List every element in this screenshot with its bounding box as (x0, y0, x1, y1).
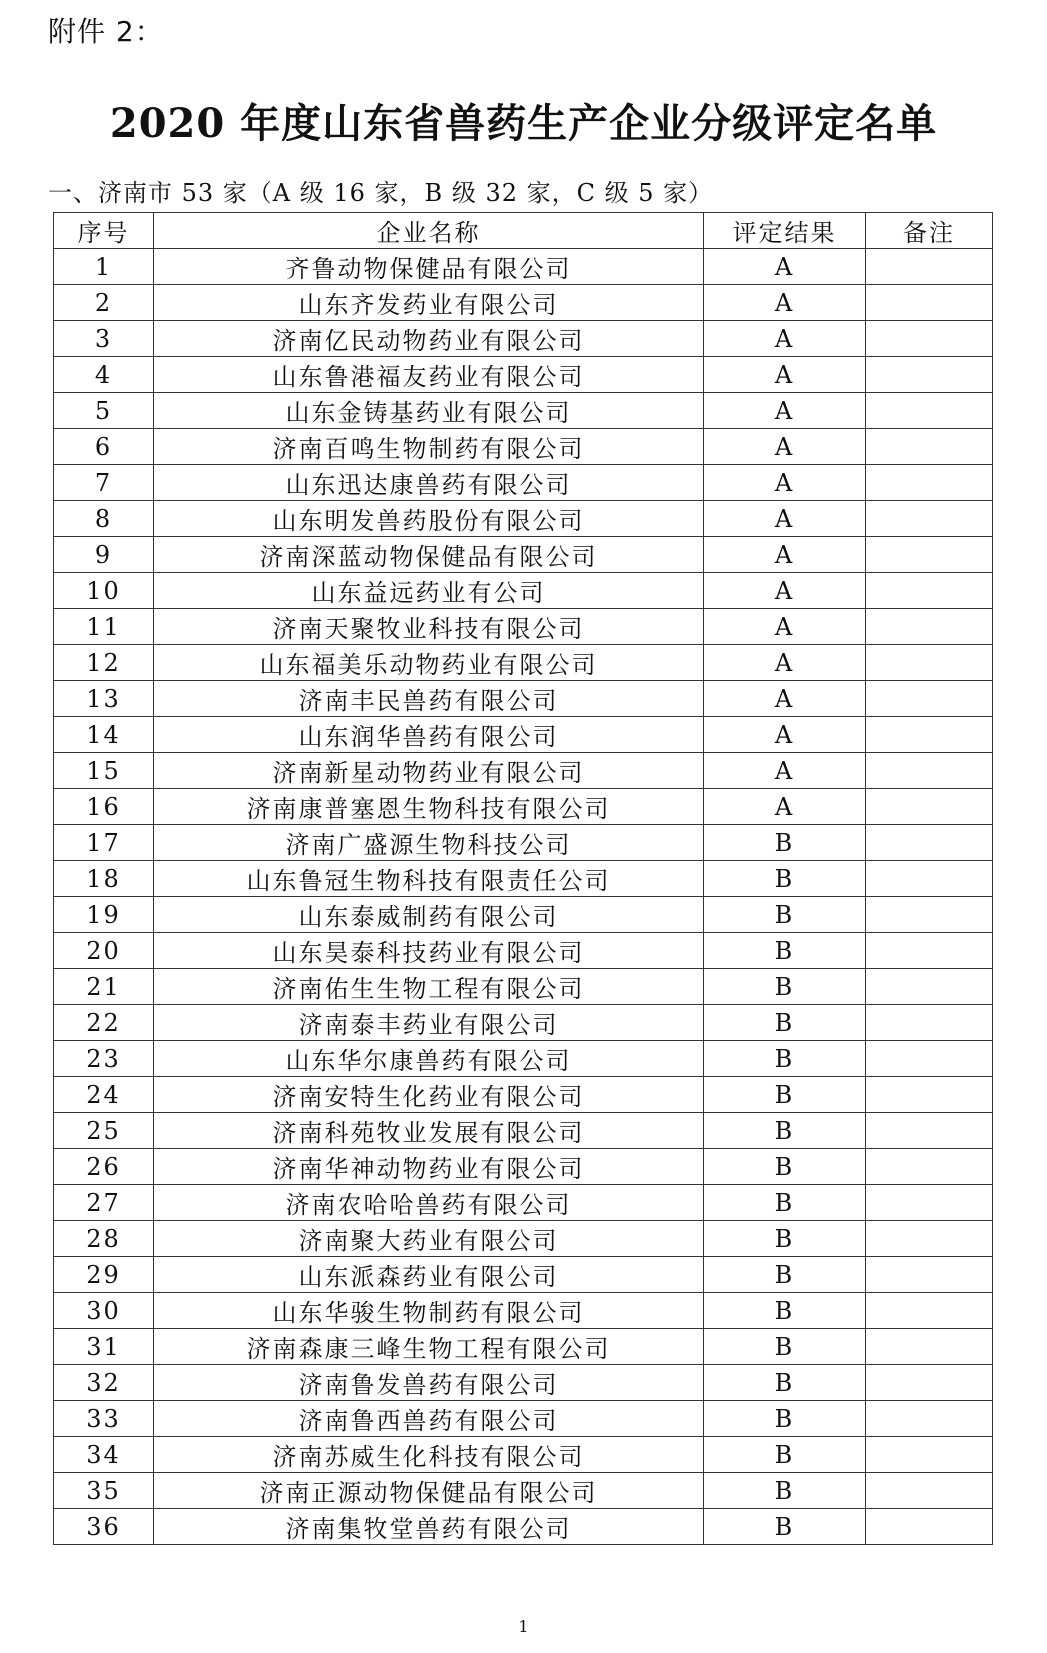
rating-result-cell: A (704, 753, 866, 789)
serial-number-cell: 23 (54, 1041, 154, 1077)
rating-result-cell: B (704, 1149, 866, 1185)
serial-number-cell: 21 (54, 969, 154, 1005)
rating-result-cell: A (704, 285, 866, 321)
table-row (54, 1437, 993, 1473)
table-row (54, 1401, 993, 1437)
table-row (54, 1365, 993, 1401)
remarks-cell (866, 1149, 993, 1185)
rating-result-cell: B (704, 1473, 866, 1509)
remarks-cell (866, 465, 993, 501)
rating-result-cell: A (704, 717, 866, 753)
rating-result-cell: B (704, 1257, 866, 1293)
rating-result-cell: A (704, 789, 866, 825)
enterprise-name-cell: 山东益远药业有公司 (154, 573, 704, 609)
rating-result-cell: A (704, 357, 866, 393)
rating-result-cell: B (704, 1329, 866, 1365)
rating-result-cell: B (704, 1437, 866, 1473)
serial-number-cell: 18 (54, 861, 154, 897)
rating-result-cell: A (704, 249, 866, 285)
enterprise-name-cell: 济南康普塞恩生物科技有限公司 (154, 789, 704, 825)
remarks-cell (866, 1113, 993, 1149)
table-row (54, 1041, 993, 1077)
serial-number-cell: 5 (54, 393, 154, 429)
remarks-cell (866, 393, 993, 429)
remarks-cell (866, 681, 993, 717)
serial-number-cell: 26 (54, 1149, 154, 1185)
serial-number-cell: 32 (54, 1365, 154, 1401)
enterprise-name-cell: 济南百鸣生物制药有限公司 (154, 429, 704, 465)
table-row (54, 1329, 993, 1365)
enterprise-name-cell: 济南集牧堂兽药有限公司 (154, 1509, 704, 1545)
remarks-cell (866, 1329, 993, 1365)
serial-number-cell: 25 (54, 1113, 154, 1149)
remarks-cell (866, 249, 993, 285)
rating-result-cell: A (704, 465, 866, 501)
serial-number-cell: 1 (54, 249, 154, 285)
serial-number-cell: 27 (54, 1185, 154, 1221)
header-remarks: 备注 (866, 213, 993, 249)
rating-result-cell: A (704, 321, 866, 357)
enterprise-name-cell: 济南农哈哈兽药有限公司 (154, 1185, 704, 1221)
rating-result-cell: B (704, 825, 866, 861)
header-enterprise-name: 企业名称 (154, 213, 704, 249)
remarks-cell (866, 1293, 993, 1329)
rating-result-cell: A (704, 573, 866, 609)
remarks-cell (866, 1257, 993, 1293)
table-row (54, 825, 993, 861)
table-row (54, 537, 993, 573)
section-heading: 一、济南市 53 家（A 级 16 家，B 级 32 家，C 级 5 家） (48, 179, 714, 207)
rating-result-cell: A (704, 537, 866, 573)
rating-result-cell: B (704, 1365, 866, 1401)
remarks-cell (866, 1221, 993, 1257)
rating-result-cell: A (704, 609, 866, 645)
serial-number-cell: 2 (54, 285, 154, 321)
remarks-cell (866, 825, 993, 861)
enterprise-name-cell: 山东鲁冠生物科技有限责任公司 (154, 861, 704, 897)
serial-number-cell: 31 (54, 1329, 154, 1365)
rating-result-cell: B (704, 1293, 866, 1329)
serial-number-cell: 12 (54, 645, 154, 681)
serial-number-cell: 20 (54, 933, 154, 969)
document-title: 2020 年度山东省兽药生产企业分级评定名单 (109, 100, 938, 147)
table-row (54, 933, 993, 969)
enterprise-name-cell: 济南安特生化药业有限公司 (154, 1077, 704, 1113)
serial-number-cell: 35 (54, 1473, 154, 1509)
serial-number-cell: 7 (54, 465, 154, 501)
remarks-cell (866, 501, 993, 537)
rating-result-cell: B (704, 1005, 866, 1041)
remarks-cell (866, 285, 993, 321)
serial-number-cell: 34 (54, 1437, 154, 1473)
remarks-cell (866, 1473, 993, 1509)
enterprise-name-cell: 济南森康三峰生物工程有限公司 (154, 1329, 704, 1365)
serial-number-cell: 33 (54, 1401, 154, 1437)
serial-number-cell: 6 (54, 429, 154, 465)
header-rating-result: 评定结果 (704, 213, 866, 249)
table-row (54, 501, 993, 537)
rating-result-cell: B (704, 1185, 866, 1221)
serial-number-cell: 17 (54, 825, 154, 861)
table-row (54, 1149, 993, 1185)
enterprise-table (53, 212, 993, 1545)
table-row (54, 897, 993, 933)
serial-number-cell: 16 (54, 789, 154, 825)
enterprise-name-cell: 济南聚大药业有限公司 (154, 1221, 704, 1257)
table-row (54, 285, 993, 321)
enterprise-name-cell: 济南深蓝动物保健品有限公司 (154, 537, 704, 573)
serial-number-cell: 29 (54, 1257, 154, 1293)
enterprise-name-cell: 山东泰威制药有限公司 (154, 897, 704, 933)
table-row (54, 1509, 993, 1545)
header-serial-number: 序号 (54, 213, 154, 249)
enterprise-name-cell: 济南鲁西兽药有限公司 (154, 1401, 704, 1437)
remarks-cell (866, 861, 993, 897)
enterprise-name-cell: 济南正源动物保健品有限公司 (154, 1473, 704, 1509)
table-row (54, 1005, 993, 1041)
table-row (54, 465, 993, 501)
enterprise-name-cell: 济南新星动物药业有限公司 (154, 753, 704, 789)
page-number: 1 (518, 1617, 529, 1636)
remarks-cell (866, 717, 993, 753)
table-row (54, 1185, 993, 1221)
rating-result-cell: A (704, 681, 866, 717)
remarks-cell (866, 357, 993, 393)
rating-result-cell: B (704, 1509, 866, 1545)
table-row (54, 681, 993, 717)
remarks-cell (866, 789, 993, 825)
remarks-cell (866, 753, 993, 789)
remarks-cell (866, 1509, 993, 1545)
table-row (54, 1113, 993, 1149)
rating-result-cell: A (704, 429, 866, 465)
enterprise-name-cell: 山东齐发药业有限公司 (154, 285, 704, 321)
serial-number-cell: 36 (54, 1509, 154, 1545)
table-row (54, 789, 993, 825)
table-row (54, 717, 993, 753)
remarks-cell (866, 933, 993, 969)
serial-number-cell: 10 (54, 573, 154, 609)
table-header-row (54, 213, 993, 249)
remarks-cell (866, 1365, 993, 1401)
enterprise-name-cell: 济南丰民兽药有限公司 (154, 681, 704, 717)
remarks-cell (866, 537, 993, 573)
enterprise-name-cell: 济南天聚牧业科技有限公司 (154, 609, 704, 645)
table-row (54, 321, 993, 357)
remarks-cell (866, 897, 993, 933)
rating-result-cell: B (704, 897, 866, 933)
remarks-cell (866, 1041, 993, 1077)
table-row (54, 1077, 993, 1113)
rating-result-cell: B (704, 1221, 866, 1257)
serial-number-cell: 30 (54, 1293, 154, 1329)
rating-result-cell: A (704, 645, 866, 681)
enterprise-name-cell: 济南亿民动物药业有限公司 (154, 321, 704, 357)
rating-result-cell: A (704, 501, 866, 537)
table-row (54, 645, 993, 681)
enterprise-name-cell: 山东华骏生物制药有限公司 (154, 1293, 704, 1329)
serial-number-cell: 24 (54, 1077, 154, 1113)
remarks-cell (866, 645, 993, 681)
enterprise-name-cell: 山东鲁港福友药业有限公司 (154, 357, 704, 393)
serial-number-cell: 14 (54, 717, 154, 753)
table-row (54, 969, 993, 1005)
enterprise-name-cell: 山东迅达康兽药有限公司 (154, 465, 704, 501)
enterprise-name-cell: 济南苏威生化科技有限公司 (154, 1437, 704, 1473)
table-row (54, 357, 993, 393)
remarks-cell (866, 969, 993, 1005)
remarks-cell (866, 1437, 993, 1473)
enterprise-name-cell: 山东昊泰科技药业有限公司 (154, 933, 704, 969)
enterprise-name-cell: 济南鲁发兽药有限公司 (154, 1365, 704, 1401)
remarks-cell (866, 429, 993, 465)
remarks-cell (866, 1077, 993, 1113)
remarks-cell (866, 573, 993, 609)
rating-result-cell: B (704, 1041, 866, 1077)
remarks-cell (866, 321, 993, 357)
table-row (54, 429, 993, 465)
table-row (54, 861, 993, 897)
serial-number-cell: 28 (54, 1221, 154, 1257)
remarks-cell (866, 1401, 993, 1437)
table-row (54, 1257, 993, 1293)
serial-number-cell: 13 (54, 681, 154, 717)
rating-result-cell: B (704, 933, 866, 969)
table-row (54, 1473, 993, 1509)
enterprise-name-cell: 山东派森药业有限公司 (154, 1257, 704, 1293)
enterprise-name-cell: 山东润华兽药有限公司 (154, 717, 704, 753)
attachment-label: 附件 2： (48, 15, 164, 48)
remarks-cell (866, 1185, 993, 1221)
serial-number-cell: 22 (54, 1005, 154, 1041)
serial-number-cell: 9 (54, 537, 154, 573)
serial-number-cell: 15 (54, 753, 154, 789)
enterprise-name-cell: 济南佑生生物工程有限公司 (154, 969, 704, 1005)
enterprise-name-cell: 济南科苑牧业发展有限公司 (154, 1113, 704, 1149)
table-row (54, 1293, 993, 1329)
table-row (54, 249, 993, 285)
table-row (54, 609, 993, 645)
rating-result-cell: B (704, 1113, 866, 1149)
serial-number-cell: 3 (54, 321, 154, 357)
rating-result-cell: B (704, 969, 866, 1005)
rating-result-cell: B (704, 1401, 866, 1437)
enterprise-name-cell: 齐鲁动物保健品有限公司 (154, 249, 704, 285)
serial-number-cell: 19 (54, 897, 154, 933)
table-row (54, 753, 993, 789)
rating-result-cell: B (704, 861, 866, 897)
table-body (54, 249, 993, 1545)
remarks-cell (866, 1005, 993, 1041)
enterprise-name-cell: 济南泰丰药业有限公司 (154, 1005, 704, 1041)
enterprise-name-cell: 山东福美乐动物药业有限公司 (154, 645, 704, 681)
table-row (54, 1221, 993, 1257)
serial-number-cell: 11 (54, 609, 154, 645)
rating-result-cell: B (704, 1077, 866, 1113)
serial-number-cell: 8 (54, 501, 154, 537)
table-row (54, 393, 993, 429)
table-row (54, 573, 993, 609)
enterprise-name-cell: 山东明发兽药股份有限公司 (154, 501, 704, 537)
rating-result-cell: A (704, 393, 866, 429)
enterprise-name-cell: 济南广盛源生物科技公司 (154, 825, 704, 861)
enterprise-name-cell: 济南华神动物药业有限公司 (154, 1149, 704, 1185)
remarks-cell (866, 609, 993, 645)
enterprise-name-cell: 山东华尔康兽药有限公司 (154, 1041, 704, 1077)
serial-number-cell: 4 (54, 357, 154, 393)
enterprise-name-cell: 山东金铸基药业有限公司 (154, 393, 704, 429)
